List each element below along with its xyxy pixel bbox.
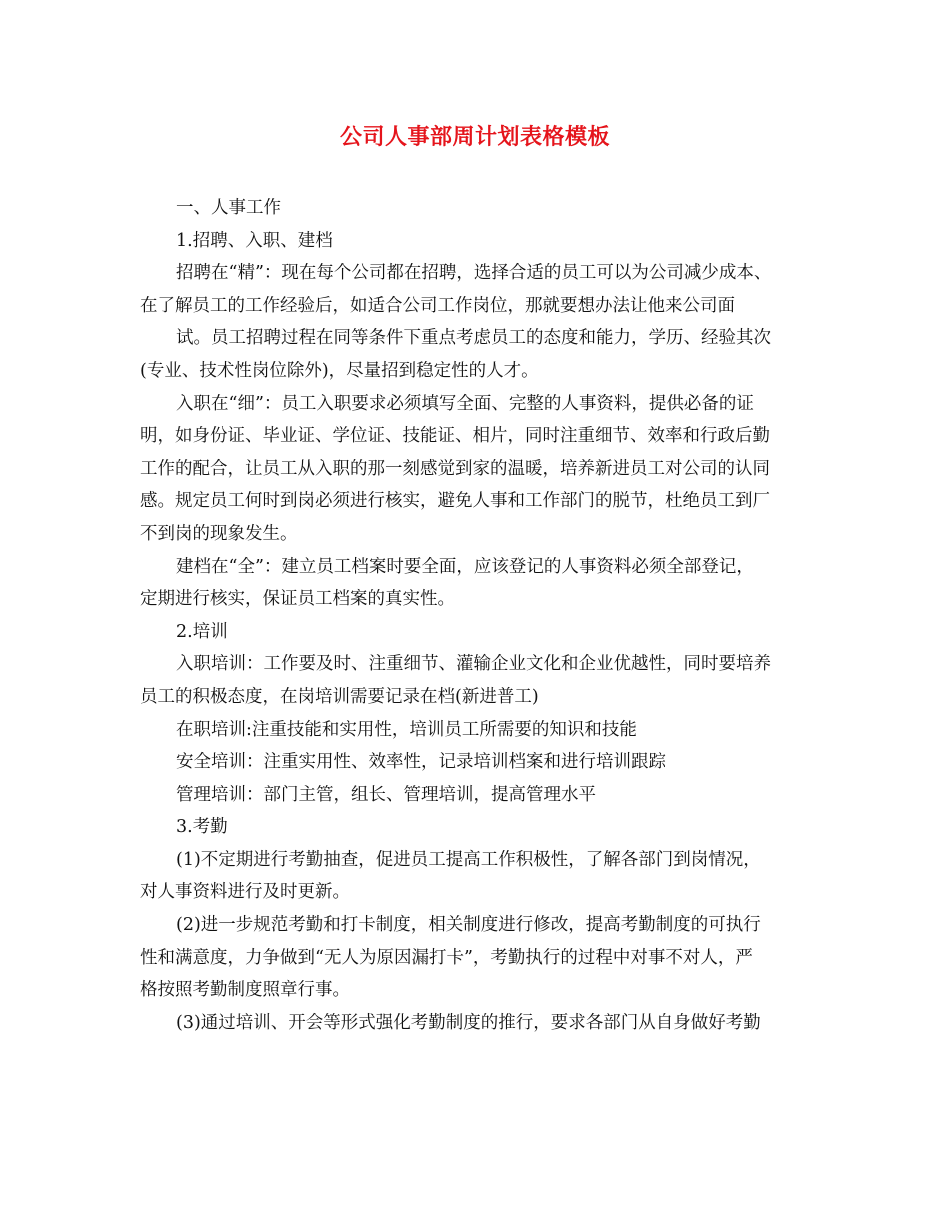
text-line: 感。规定员工何时到岗必须进行核实，避免人事和工作部门的脱节，杜绝员工到厂 — [140, 491, 770, 512]
text-line: 招聘在“精”：现在每个公司都在招聘，选择合适的员工可以为公司减少成本、 — [176, 263, 772, 284]
text-line: 安全培训：注重实用性、效率性，记录培训档案和进行培训跟踪 — [176, 752, 666, 773]
text-line: 工作的配合，让员工从入职的那一刻感觉到家的温暖，培养新进员工对公司的认同 — [140, 458, 770, 479]
text-line: (3)通过培训、开会等形式强化考勤制度的推行，要求各部门从自身做好考勤 — [176, 1012, 761, 1033]
text-line: 建档在“全”：建立员工档案时要全面，应该登记的人事资料必须全部登记， — [176, 556, 754, 577]
document-title: 公司人事部周计划表格模板 — [339, 125, 610, 150]
text-line: 1.招聘、入职、建档 — [176, 230, 333, 251]
text-line: 一、人事工作 — [176, 198, 281, 218]
text-line: (专业、技术性岗位除外)，尽量招到稳定性的人才。 — [140, 360, 539, 381]
text-line: 入职培训：工作要及时、注重细节、灌输企业文化和企业优越性，同时要培养 — [176, 654, 771, 675]
text-line: 明，如身份证、毕业证、学位证、技能证、相片，同时注重细节、效率和行政后勤 — [140, 426, 770, 447]
text-line: 试。员工招聘过程在同等条件下重点考虑员工的态度和能力，学历、经验其次 — [176, 328, 771, 349]
text-line: 员工的积极态度，在岗培训需要记录在档(新进普工) — [140, 686, 539, 707]
text-line: 性和满意度，力争做到“无人为原因漏打卡”，考勤执行的过程中对事不对人，严 — [140, 947, 753, 968]
text-line: 入职在“细”：员工入职要求必须填写全面、完整的人事资料，提供必备的证 — [176, 393, 754, 414]
text-line: 定期进行核实，保证员工档案的真实性。 — [140, 589, 455, 610]
text-line: 管理培训：部门主管，组长、管理培训，提高管理水平 — [176, 784, 596, 805]
text-line: 对人事资料进行及时更新。 — [140, 882, 350, 903]
text-line: 在职培训:注重技能和实用性，培训员工所需要的知识和技能 — [176, 719, 637, 740]
text-line: 3.考勤 — [176, 817, 228, 838]
text-line: 2.培训 — [176, 621, 228, 642]
text-line: 格按照考勤制度照章行事。 — [140, 980, 350, 1001]
text-line: (2)进一步规范考勤和打卡制度，相关制度进行修改，提高考勤制度的可执行 — [176, 915, 761, 936]
text-line: 在了解员工的工作经验后，如适合公司工作岗位，那就要想办法让他来公司面 — [140, 295, 735, 316]
document-body — [140, 192, 815, 1039]
text-line: 不到岗的现象发生。 — [140, 523, 298, 544]
text-line: (1)不定期进行考勤抽查，促进员工提高工作积极性，了解各部门到岗情况， — [176, 849, 761, 870]
